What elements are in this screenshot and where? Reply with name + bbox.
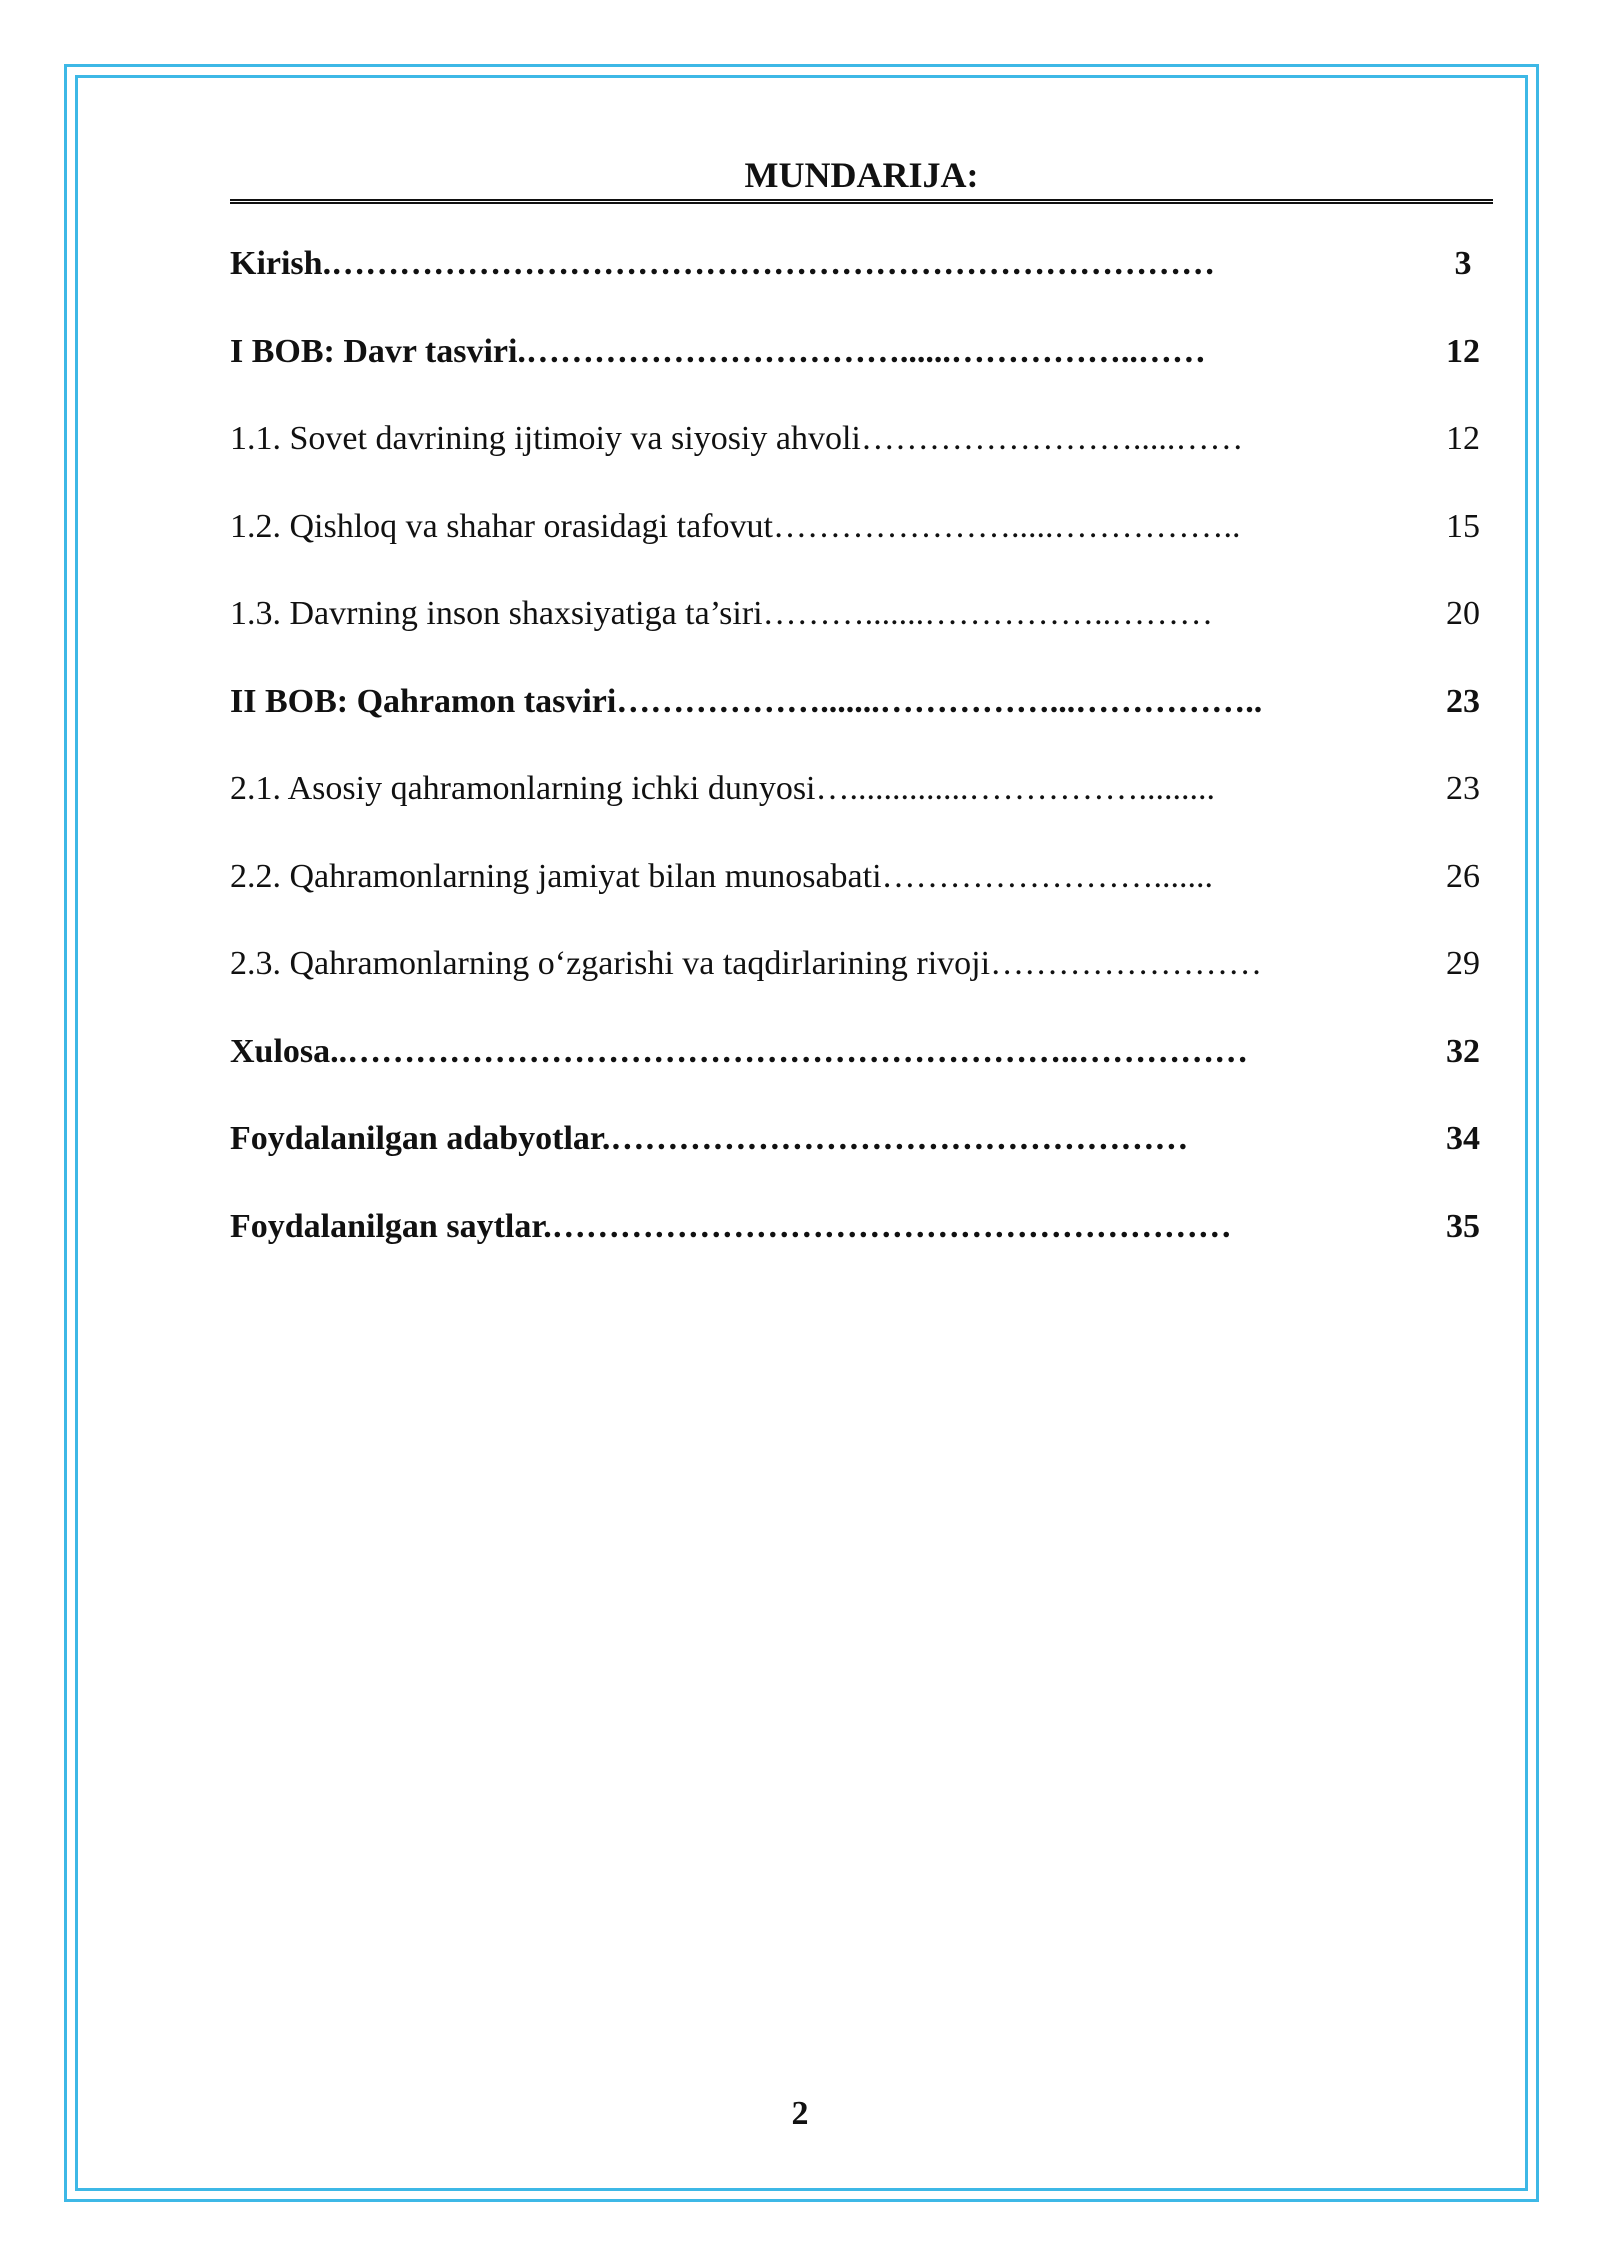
toc-entry-text: Foydalanilgan saytlar.…………………………………………………… (230, 1207, 1232, 1245)
toc-entry[interactable] (230, 409, 1493, 497)
toc-entry[interactable] (230, 1197, 1493, 1285)
toc-entry-text: Kirish.…………………………………………………………………… (230, 245, 1216, 282)
toc-entry-page: 3 (1454, 245, 1472, 282)
toc-title: MUNDARIJA: (744, 155, 979, 195)
toc-entry[interactable] (230, 497, 1493, 585)
toc-entry-page: 32 (1446, 1032, 1480, 1070)
toc-entry[interactable] (230, 322, 1493, 410)
toc-entry-text: Foydalanilgan adabyotlar.…………………………………………… (230, 1120, 1189, 1157)
toc-entry-text: Xulosa..………………………………………………………..…………… (230, 1032, 1249, 1070)
toc-entry-page: 29 (1446, 945, 1480, 982)
toc-entries (230, 234, 1493, 1284)
toc-entry-page: 23 (1446, 770, 1480, 807)
toc-entry-text: 2.3. Qahramonlarning oʻzgarishi va taqdirlarining rivoji…………………… (230, 945, 1263, 982)
toc-entry-page: 15 (1446, 507, 1480, 545)
toc-entry[interactable] (230, 1109, 1493, 1197)
toc-entry[interactable] (230, 672, 1493, 760)
toc-entry[interactable] (230, 759, 1493, 847)
toc-entry-text: 1.2. Qishloq va shahar orasidagi tafovut………………….....…………….. (230, 507, 1241, 545)
toc-entry-text: 1.1. Sovet davrining ijtimoiy va siyosiy ahvoli…………………….....…… (230, 420, 1244, 457)
toc-entry-text: II BOB: Qahramon tasviri……………….......……………...…………….. (230, 682, 1263, 720)
toc-entry-page: 34 (1446, 1120, 1480, 1157)
toc-entry-text: 1.3. Davrning inson shaxsiyatiga ta’siri……….......……………..……… (230, 595, 1214, 632)
toc-entry-page: 20 (1446, 595, 1480, 632)
title-double-rule (230, 199, 1493, 204)
toc-entry-text: 2.1. Asosiy qahramonlarning ichki dunyosi…..............……………......... (230, 770, 1216, 807)
toc-entry-page: 12 (1446, 420, 1480, 457)
toc-entry[interactable] (230, 1022, 1493, 1110)
toc-entry-page: 23 (1446, 682, 1480, 720)
toc-entry[interactable] (230, 847, 1493, 935)
toc-entry-page: 12 (1446, 332, 1480, 370)
toc-entry[interactable] (230, 934, 1493, 1022)
page-number: 2 (791, 2095, 809, 2132)
toc-entry-text: 2.2. Qahramonlarning jamiyat bilan munosabati……………………....... (230, 857, 1214, 895)
toc-entry-text: I BOB: Davr tasviri.……………………………......……………..…… (230, 332, 1206, 370)
toc-entry[interactable] (230, 584, 1493, 672)
toc-entry-page: 35 (1446, 1207, 1480, 1245)
toc-entry-page: 26 (1446, 857, 1480, 895)
toc-entry[interactable] (230, 234, 1493, 322)
